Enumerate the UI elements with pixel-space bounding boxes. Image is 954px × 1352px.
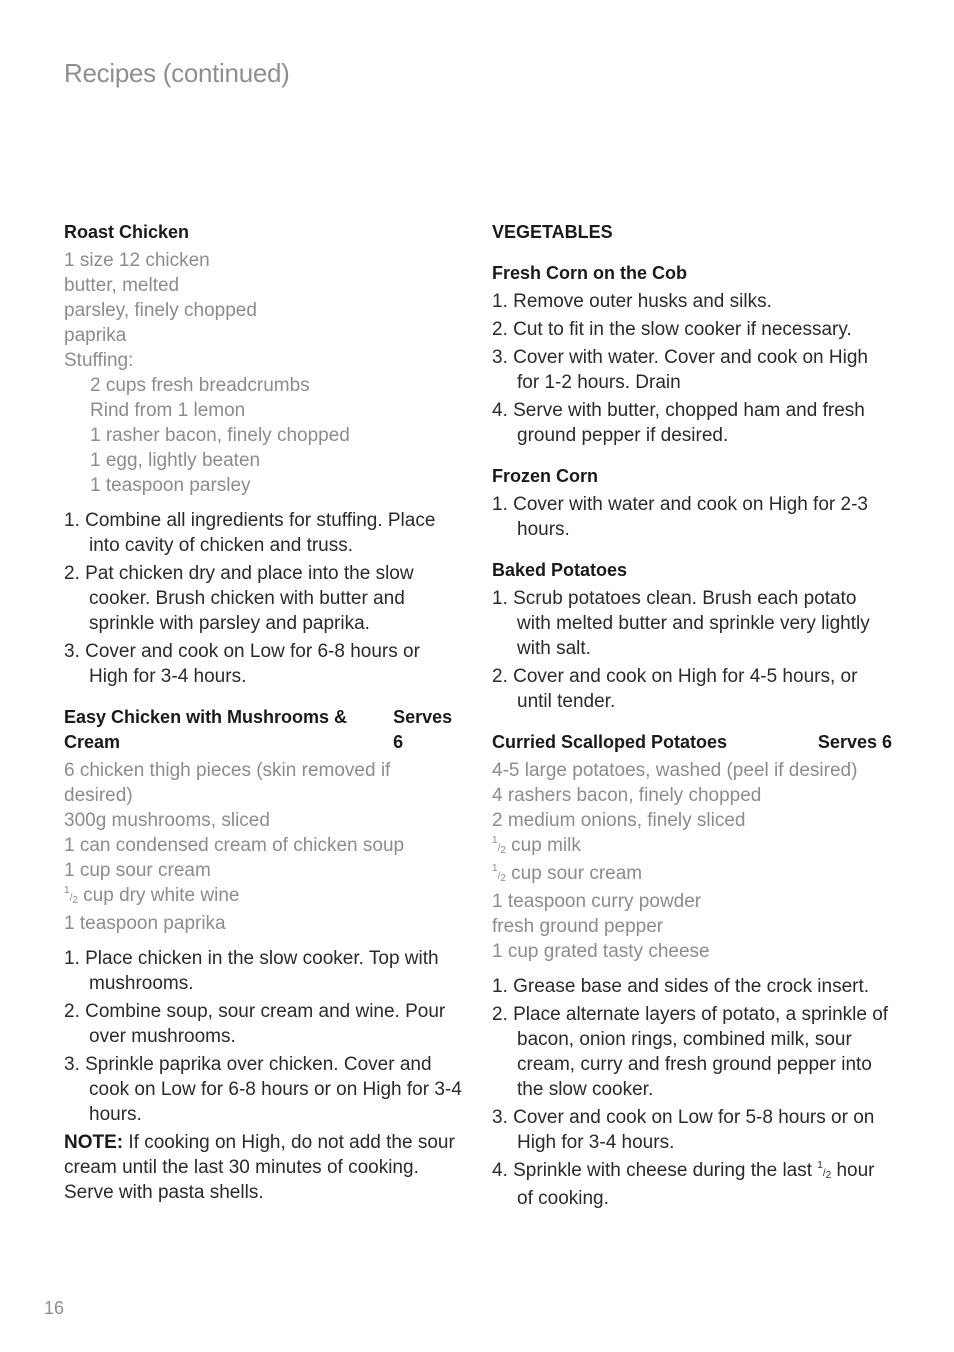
fraction: 1/2 (64, 885, 78, 906)
ingredient: 1 cup grated tasty cheese (492, 941, 710, 962)
ingredient: paprika (64, 325, 127, 346)
recipe-title (64, 705, 464, 755)
method-step: 1. Remove outer husks and silks. (492, 291, 772, 312)
stuffing-ingredient: 1 egg, lightly beaten (90, 450, 261, 471)
ingredient-list (64, 248, 464, 498)
note (64, 1130, 464, 1205)
ingredient: parsley, finely chopped (64, 300, 257, 321)
method-step: 2. Combine soup, sour cream and wine. Pour over mushrooms. (64, 1001, 446, 1047)
recipe-title: Fresh Corn on the Cob (492, 263, 687, 283)
page-number: 16 (44, 1298, 65, 1318)
ingredient: 1 cup sour cream (64, 860, 211, 881)
method-step: 1. Scrub potatoes clean. Brush each potato with melted butter and sprinkle very lightly with salt. (492, 588, 870, 659)
ingredient: 1 teaspoon paprika (64, 913, 226, 934)
stuffing-ingredient: Rind from 1 lemon (90, 400, 246, 421)
method-steps (492, 289, 892, 448)
recipe-title: Baked Potatoes (492, 560, 628, 580)
method-steps (492, 492, 892, 542)
ingredient-list (492, 758, 892, 964)
recipe-title: Roast Chicken (64, 222, 190, 242)
method-step: 2. Cut to fit in the slow cooker if necessary. (492, 319, 852, 340)
recipe-frozen-corn (492, 464, 892, 542)
stuffing-ingredient: 1 teaspoon parsley (90, 475, 251, 496)
note-label: NOTE: (64, 1132, 124, 1153)
recipe-curried-scalloped-potatoes (492, 730, 892, 1211)
ingredient: 1 teaspoon curry powder (492, 891, 702, 912)
fraction: 1/2 (817, 1160, 832, 1181)
fraction: 1/2 (492, 835, 506, 856)
recipe-title: Frozen Corn (492, 466, 598, 486)
ingredient: Stuffing: (64, 350, 134, 371)
ingredient: 1/2 cup dry white wine (64, 885, 240, 906)
method-steps (64, 508, 464, 689)
ingredient-list (64, 758, 464, 936)
recipe-title (492, 730, 892, 755)
recipe-baked-potatoes (492, 558, 892, 714)
method-step: 3. Sprinkle paprika over chicken. Cover and cook on Low for 6-8 hours or on High for 3-4 hours. (64, 1054, 462, 1125)
ingredient: butter, melted (64, 275, 180, 296)
ingredient: 4-5 large potatoes, washed (peel if desired) (492, 760, 858, 781)
method-step: 1. Cover with water and cook on High for 2-3 hours. (492, 494, 868, 540)
recipe-roast-chicken (64, 220, 464, 689)
method-steps (492, 586, 892, 714)
method-step: 2. Cover and cook on High for 4-5 hours, or until tender. (492, 666, 858, 712)
page-title: Recipes (continued) (64, 58, 290, 88)
method-step: 3. Cover and cook on Low for 6-8 hours or High for 3-4 hours. (64, 641, 420, 687)
ingredient: 1 can condensed cream of chicken soup (64, 835, 405, 856)
serves-label: Serves 6 (393, 707, 453, 752)
method-step: 4. Serve with butter, chopped ham and fresh ground pepper if desired. (492, 400, 865, 446)
recipe-corn-cob (492, 261, 892, 448)
method-step: 2. Place alternate layers of potato, a sprinkle of bacon, onion rings, combined milk, sour cream, curry and fresh ground pepper into the slow cooker. (492, 1004, 889, 1100)
section-heading: VEGETABLES (492, 222, 613, 242)
method-step: 1. Place chicken in the slow cooker. Top with mushrooms. (64, 948, 439, 994)
stuffing-ingredient: 2 cups fresh breadcrumbs (90, 375, 310, 396)
stuffing-ingredient: 1 rasher bacon, finely chopped (90, 425, 350, 446)
ingredient: 2 medium onions, finely sliced (492, 810, 746, 831)
ingredient: 300g mushrooms, sliced (64, 810, 270, 831)
left-column (64, 220, 464, 1221)
method-steps (492, 974, 892, 1211)
ingredient: 1 size 12 chicken (64, 250, 210, 271)
method-steps (64, 946, 464, 1127)
fraction: 1/2 (492, 863, 506, 884)
method-step: 2. Pat chicken dry and place into the slow cooker. Brush chicken with butter and sprinkle with parsley and paprika. (64, 563, 414, 634)
method-step: 4. Sprinkle with cheese during the last 1/2 hour of cooking. (492, 1160, 875, 1209)
method-step: 1. Grease base and sides of the crock insert. (492, 976, 870, 997)
method-step: 3. Cover and cook on Low for 5-8 hours or on High for 3-4 hours. (492, 1107, 875, 1153)
recipe-name: Curried Scalloped Potatoes (492, 732, 728, 752)
ingredient: 4 rashers bacon, finely chopped (492, 785, 762, 806)
recipe-name: Easy Chicken with Mushrooms & Cream (64, 707, 348, 752)
ingredient: 6 chicken thigh pieces (skin removed if desired) (64, 760, 391, 806)
right-column (492, 220, 892, 1227)
ingredient: 1/2 cup sour cream (492, 863, 643, 884)
recipe-easy-chicken (64, 705, 464, 1205)
serves-label: Serves 6 (817, 732, 892, 752)
ingredient: 1/2 cup milk (492, 835, 581, 856)
method-step: 1. Combine all ingredients for stuffing. Place into cavity of chicken and truss. (64, 510, 436, 556)
note-text: If cooking on High, do not add the sour cream until the last 30 minutes of cooking. Serve with pasta shells. (64, 1132, 455, 1203)
ingredient: fresh ground pepper (492, 916, 664, 937)
method-step: 3. Cover with water. Cover and cook on High for 1-2 hours. Drain (492, 347, 868, 393)
